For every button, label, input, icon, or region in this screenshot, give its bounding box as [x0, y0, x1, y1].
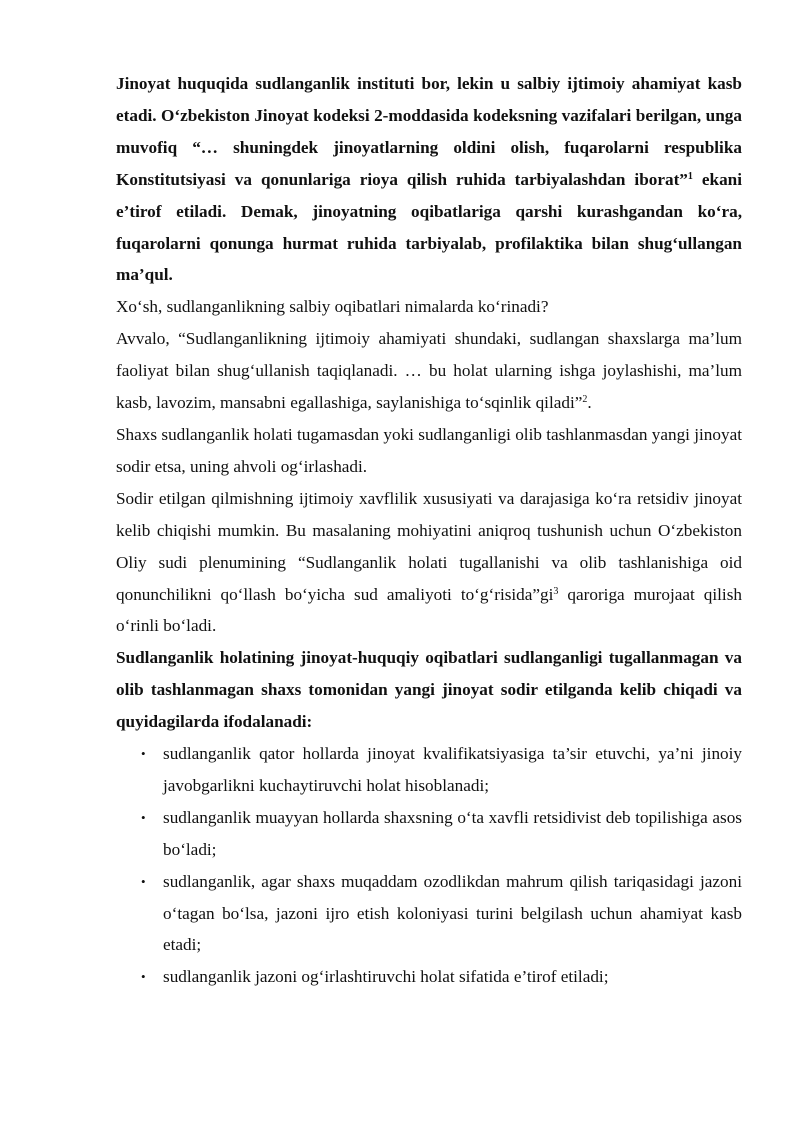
- bullet-icon: •: [141, 969, 146, 985]
- footnote-ref-2[interactable]: 2: [582, 394, 588, 406]
- quote-text-after: .: [587, 393, 592, 413]
- intro-text-after: ekani e’tirof etiladi. Demak, jinoyatning oqibatlariga qarshi kurashgandan ko‘ra, fuqarolarni qonunga hurmat ruhida tarbiyalab, profilaktika bilan shug‘ullangan ma’qul.: [116, 169, 742, 285]
- list-item: [141, 802, 742, 866]
- plenum-text: Sodir etilgan qilmishning ijtimoiy xavflilik xususiyati va darajasiga ko‘ra retsidiv jinoyat kelib chiqishi mumkin. Bu masalaning mohiyatini aniqroq tushunish uchun O‘zbekiston Oliy sudi plenumining “Sudlanganlik holati tugallanishi va olib tashlanishiga oid qonunchilikni qo‘llash bo‘yicha sud amaliyoti to‘g‘risida”gi: [116, 488, 742, 604]
- situation-paragraph: Shaxs sudlanganlik holati tugamasdan yoki sudlanganligi olib tashlanmasdan yangi jinoyat sodir etsa, uning ahvoli og‘irlashadi.: [116, 424, 742, 476]
- consequences-heading: Sudlanganlik holatining jinoyat-huquqiy oqibatlari sudlanganligi tugallanmagan va olib tashlanmagan shaxs tomonidan yangi jinoyat sodir etilganda kelib chiqadi va quyidagilarda ifodalanadi:: [116, 648, 742, 732]
- intro-text: Jinoyat huquqida sudlanganlik instituti bor, lekin u salbiy ijtimoiy ahamiyat kasb etadi. O‘zbekiston Jinoyat kodeksi 2-moddasida kodeksning vazifalari berilgan, unga muvofiq “… shuningdek jinoyatlarning oldini olish, fuqarolarni respublika Konstitutsiyasi va qonunlariga rioya qilish ruhida tarbiyalashdan iborat”: [116, 74, 742, 189]
- list-item: [141, 738, 742, 802]
- list-item-text: sudlanganlik qator hollarda jinoyat kvalifikatsiyasiga ta’sir etuvchi, ya’ni jinoiy javobgarlikni kuchaytiruvchi holat hisoblanadi;: [163, 744, 742, 795]
- list-item: [141, 866, 742, 962]
- bullet-icon: •: [141, 809, 146, 825]
- consequences-list: [116, 738, 742, 993]
- list-item-text: sudlanganlik muayyan hollarda shaxsning o‘ta xavfli retsidivist deb topilishiga asos bo‘ladi;: [163, 807, 742, 859]
- intro-paragraph: [116, 68, 742, 291]
- plenum-paragraph: [116, 483, 742, 643]
- question-paragraph: Xo‘sh, sudlanganlikning salbiy oqibatlari nimalarda ko‘rinadi?: [116, 297, 549, 317]
- footnote-ref-3[interactable]: 3: [553, 585, 559, 597]
- bullet-icon: •: [141, 873, 146, 889]
- bullet-icon: •: [141, 746, 146, 762]
- footnote-ref-1[interactable]: 1: [687, 170, 693, 182]
- list-item-text: sudlanganlik, agar shaxs muqaddam ozodlikdan mahrum qilish tariqasidagi jazoni o‘tagan bo‘lsa, jazoni ijro etish koloniyasi turini belgilash uchun ahamiyat kasb etadi;: [163, 871, 742, 955]
- quote-text: Avvalo, “Sudlanganlikning ijtimoiy ahamiyati shundaki, sudlangan shaxslarga ma’lum faoliyat bilan shug‘ullanish taqiqlanadi. … bu holat ularning ishga joylashishi, ma’lum kasb, lavozim, mansabni egallashiga, saylanishiga to‘sqinlik qiladi”: [116, 329, 742, 413]
- plenum-text-after: qaroriga murojaat qilish o‘rinli bo‘ladi.: [116, 584, 742, 636]
- list-item: [141, 961, 742, 993]
- document-page: [116, 68, 742, 993]
- quote-paragraph: [116, 323, 742, 419]
- list-item-text: sudlanganlik jazoni og‘irlashtiruvchi holat sifatida e’tirof etiladi;: [163, 967, 609, 987]
